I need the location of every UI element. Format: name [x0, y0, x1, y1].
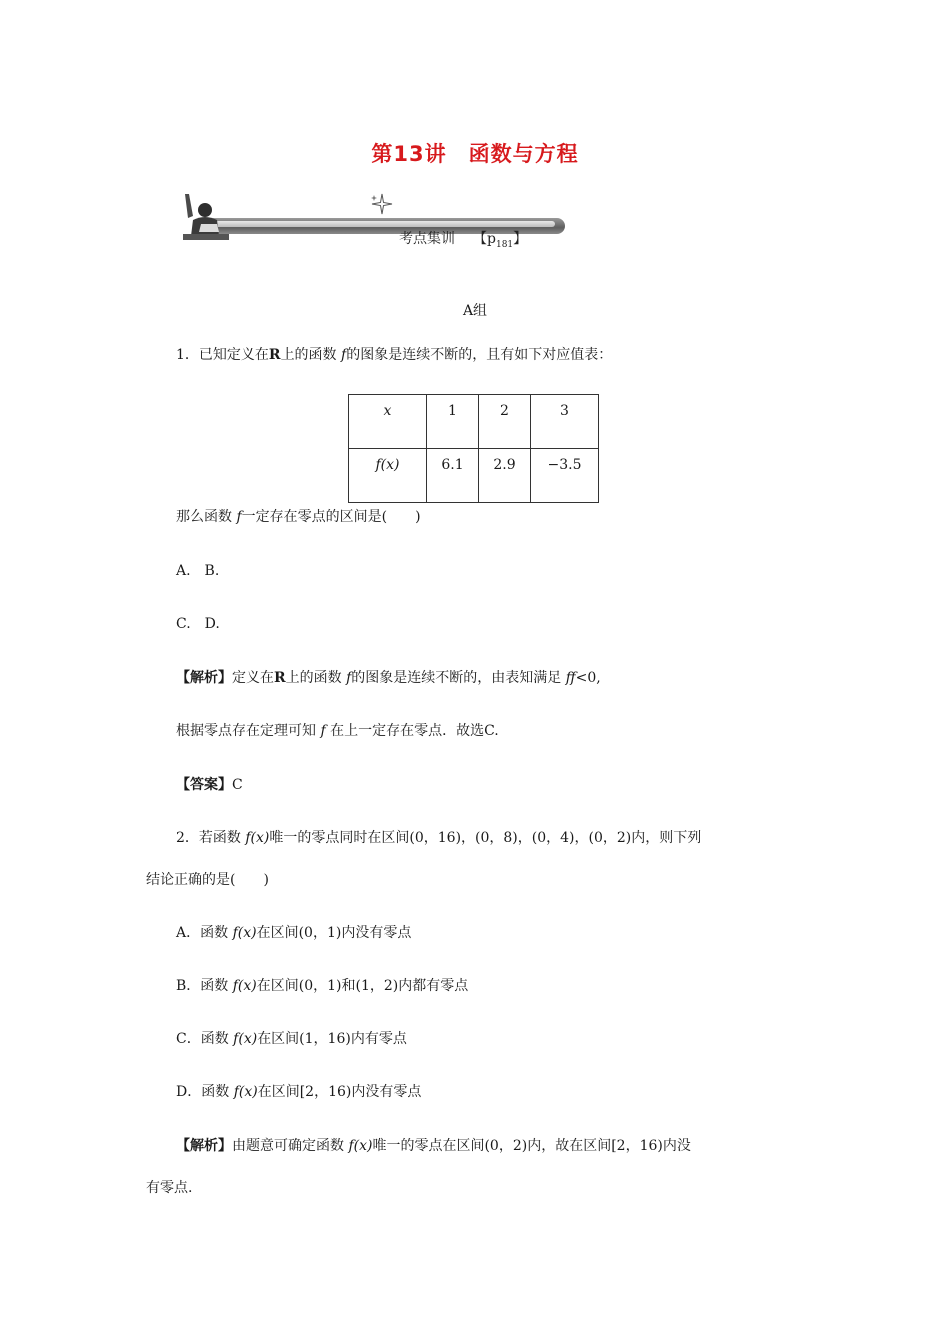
- question-2-option-a: A．函数 f(x)在区间(0，1)内没有零点: [176, 925, 412, 941]
- table-cell: f(x): [349, 449, 427, 503]
- table-row: [349, 449, 599, 503]
- sparkle-icon: [370, 192, 394, 216]
- question-2-analysis: 【解析】由题意可确定函数 f(x)唯一的零点在区间(0，2)内，故在区间[2，16)内没: [176, 1138, 691, 1154]
- section-banner: [175, 190, 535, 250]
- group-heading: A组: [462, 303, 488, 319]
- question-1-ask: 那么函数 f一定存在零点的区间是( ): [176, 509, 421, 525]
- table-cell: 6.1: [427, 449, 479, 503]
- banner-bar-highlight: [215, 221, 555, 227]
- question-1-stem: 1．已知定义在R上的函数 f的图象是连续不断的，且有如下对应值表：: [176, 347, 613, 363]
- lecture-number: 第13讲: [371, 142, 447, 166]
- question-1-answer: 【答案】C: [176, 777, 243, 793]
- question-2-option-b: B．函数 f(x)在区间(0，1)和(1，2)内都有零点: [176, 978, 469, 994]
- student-figure-icon: [175, 190, 235, 246]
- section-label: 考点集训 【$p_{181}$】: [399, 231, 528, 250]
- page-title: [0, 138, 950, 168]
- table-cell: 3: [531, 395, 599, 449]
- question-2-analysis-line-2: 有零点.: [146, 1180, 193, 1196]
- lecture-topic: 函数与方程: [468, 142, 579, 166]
- question-1-analysis: 【解析】定义在R上的函数 f的图象是连续不断的，由表知满足 ff<0,: [176, 670, 601, 686]
- table-cell: 2: [479, 395, 531, 449]
- value-table: [348, 394, 599, 503]
- table-cell: x: [349, 395, 427, 449]
- question-2-stem: 2．若函数 f(x)唯一的零点同时在区间(0，16)，(0，8)，(0，4)，(0，2)内，则下列: [176, 830, 702, 846]
- table-cell: −3.5: [531, 449, 599, 503]
- question-2-option-c: C．函数 f(x)在区间(1，16)内有零点: [176, 1031, 407, 1047]
- question-1-options-ab: A. B.: [176, 563, 220, 579]
- question-1-options-cd: C. D.: [176, 616, 220, 632]
- table-cell: 2.9: [479, 449, 531, 503]
- table-row: [349, 395, 599, 449]
- question-1-analysis-line-2: 根据零点存在定理可知 f 在上一定存在零点．故选C.: [176, 723, 499, 739]
- table-cell: 1: [427, 395, 479, 449]
- question-2-option-d: D．函数 f(x)在区间[2，16)内没有零点: [176, 1084, 422, 1100]
- question-2-stem-line-2: 结论正确的是( ): [146, 872, 269, 888]
- page-reference: 【$p_{181}$】: [473, 231, 528, 250]
